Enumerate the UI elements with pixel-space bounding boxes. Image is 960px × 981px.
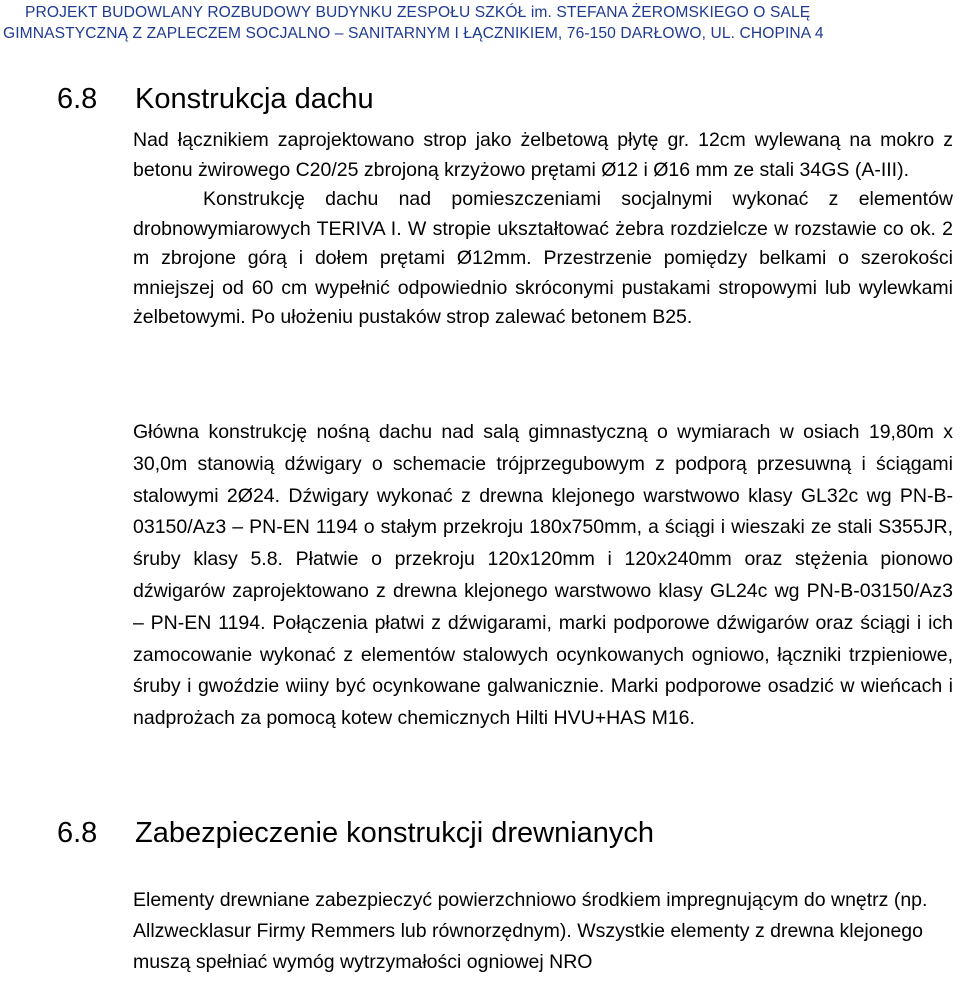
document-header	[0, 0, 960, 44]
section-timber-protection-text	[133, 885, 953, 978]
section-roof-intro	[133, 126, 953, 333]
header-line-1: PROJEKT BUDOWLANY ROZBUDOWY BUDYNKU ZESPOŁU SZKÓŁ im. STEFANA ŻEROMSKIEGO O SALĘ	[25, 4, 811, 21]
paragraph: Główna konstrukcję nośną dachu nad salą gimnastyczną o wymiarach w osiach 19,80m x 30,0m stanowią dźwigary o schemacie trójprzegubowym z podporą przesuwną i ściągami stalowymi 2Ø24. Dźwigary wykonać z drewna klejonego warstwowo klasy GL32c wg PN-B-03150/Az3 – PN-EN 1194 o stałym przekroju 180x750mm, a ściągi i wieszaki ze stali S355JR, śruby klasy 5.8. Płatwie o przekroju 120x120mm i 120x240mm oraz stężenia pionowo dźwigarów zaprojektowano z drewna klejonego warstwowo klasy GL24c wg PN-B-03150/Az3 – PN-EN 1194. Połączenia płatwi z dźwigarami, marki podporowe dźwigarów oraz ściągi i ich zamocowanie wykonać z elementów stalowych ocynkowanych ogniowo, łączniki trzpieniowe, śruby i gwoździe wiiny być ocynkowane galwanicznie. Marki podporowe osadzić w wieńcach i nadprożach za pomocą kotew chemicznych Hilti HVU+HAS M16.	[133, 421, 953, 730]
section-heading-timber-protection	[57, 816, 654, 850]
section-main-structure	[133, 417, 953, 735]
section-number: 6.8	[57, 817, 98, 849]
paragraph: Konstrukcję dachu nad pomieszczeniami socjalnymi wykonać z elementów drobnowymiarowych TERIVA I. W stropie ukształtować żebra rozdzielcze w rozstawie co ok. 2 m zbrojone górą i dołem prętami Ø12mm. Przestrzenie pomiędzy belkami o szerokości mniejszej od 60 cm wypełnić odpowiednio skróconymi pustakami stropowymi lub wylewkami żelbetowymi. Po ułożeniu pustaków strop zalewać betonem B25.	[133, 188, 953, 328]
paragraph: Elementy drewniane zabezpieczyć powierzchniowo środkiem impregnującym do wnętrz (np. Allzwecklasur Firmy Remmers lub równorzędnym). Wszystkie elementy z drewna klejonego muszą spełniać wymóg wytrzymałości ogniowej NRO	[133, 889, 928, 973]
paragraph: Nad łącznikiem zaprojektowano strop jako żelbetową płytę gr. 12cm wylewaną na mokro z betonu żwirowego C20/25 zbrojoną krzyżowo prętami Ø12 i Ø16 mm ze stali 34GS (A-III).	[133, 129, 953, 181]
header-line-2: GIMNASTYCZNĄ Z ZAPLECZEM SOCJALNO – SANITARNYM I ŁĄCZNIKIEM, 76-150 DARŁOWO, UL. CHOPINA 4	[3, 25, 824, 42]
section-number: 6.8	[57, 83, 98, 115]
section-heading-construction-roof	[57, 82, 374, 116]
section-title: Konstrukcja dachu	[135, 83, 374, 115]
section-title: Zabezpieczenie konstrukcji drewnianych	[135, 817, 655, 849]
